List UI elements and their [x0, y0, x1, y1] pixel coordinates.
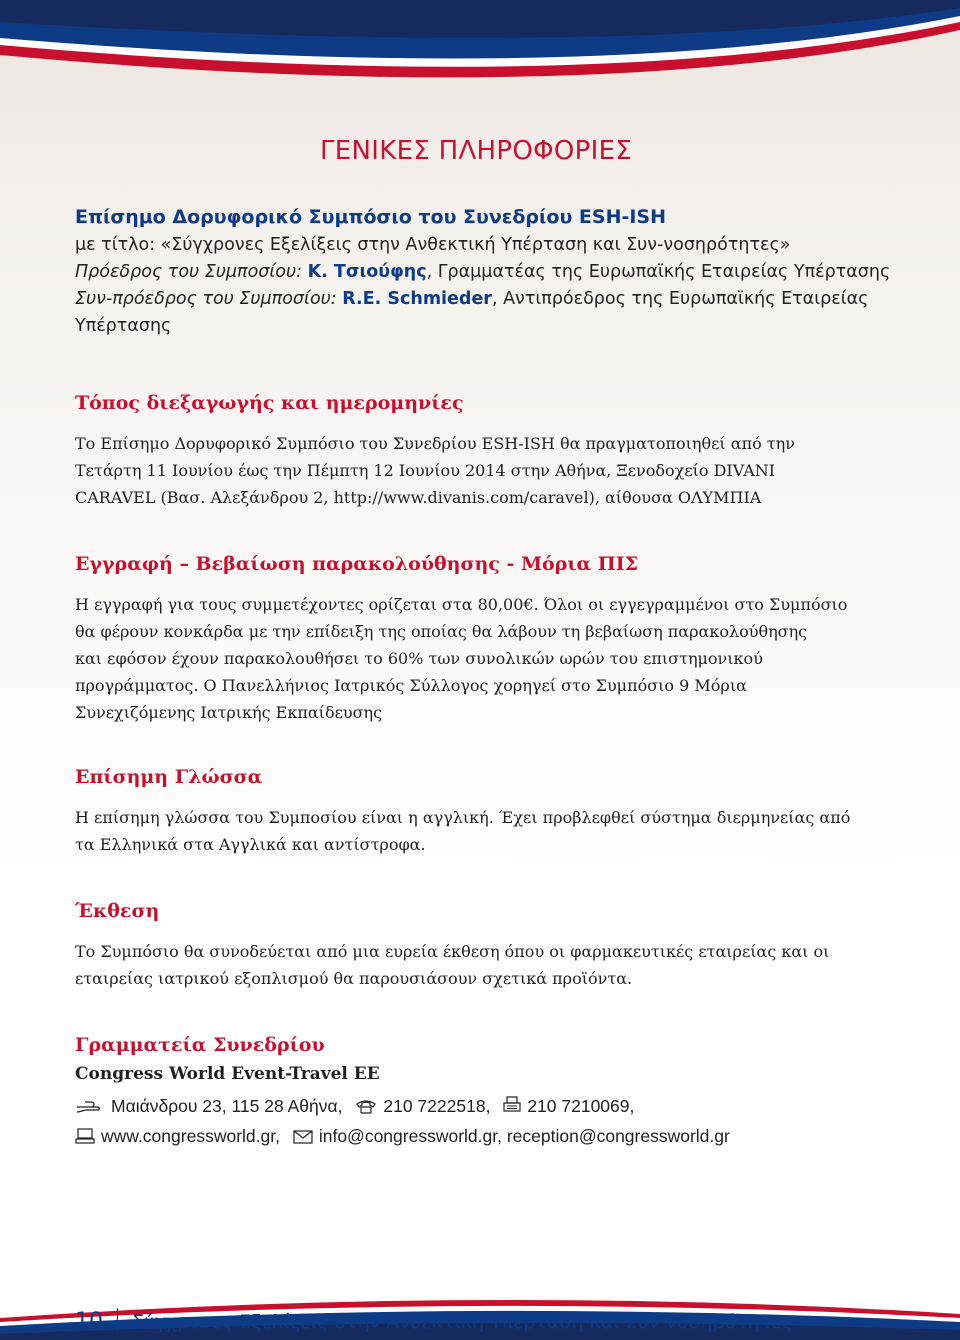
intro-block: [75, 202, 891, 340]
venue-section: [75, 392, 885, 511]
telephone-icon: [355, 1094, 377, 1122]
website-link[interactable]: www.congressworld.gr,: [101, 1126, 280, 1146]
footer-title: Σύγχρονες Εξελίξεις στην Ανθεκτική Υπέρταση και Συν-νοσηρότητες: [132, 1311, 793, 1333]
vice-president-line: [75, 286, 885, 313]
contact-line-1: [75, 1092, 885, 1122]
contact-line-2: [75, 1122, 885, 1152]
fax-text: 210 7210069,: [527, 1096, 635, 1116]
registration-line: Η εγγραφή για τους συμμετέχοντες ορίζεται στα 80,00€. Όλοι οι εγγεγραμμένοι στο Συμπόσιο: [75, 595, 848, 614]
venue-heading: Τόπος διεξαγωγής και ημερομηνίες: [75, 392, 464, 414]
secretariat-section: [75, 1034, 885, 1152]
president-role: , Γραμματέας της Ευρωπαϊκής Εταιρείας Υπέρτασης: [426, 262, 891, 282]
page-title: ΓΕΝΙΚΕΣ ΠΛΗΡΟΦΟΡΙΕΣ: [320, 136, 633, 166]
registration-line: προγράμματος. Ο Πανελλήνιος Ιατρικός Σύλλογος χορηγεί στο Συμπόσιο 9 Μόρια: [75, 676, 747, 695]
company-name: Congress World Event-Travel EE: [75, 1064, 380, 1084]
president-name: Κ. Τσιούφης: [307, 262, 427, 282]
fax-icon: [503, 1094, 521, 1122]
secretariat-heading: Γραμματεία Συνεδρίου: [75, 1034, 325, 1056]
computer-icon: [75, 1124, 95, 1152]
symposium-subtitle: με τίτλο: «Σύγχρονες Εξελίξεις στην Ανθεκτική Υπέρταση και Συν-νοσηρότητες»: [75, 235, 791, 255]
language-section: [75, 766, 885, 858]
envelope-icon: [293, 1124, 313, 1152]
vice-president-role-cont: Υπέρτασης: [75, 316, 172, 336]
venue-line: CARAVEL (Βασ. Αλεξάνδρου 2, http://www.divanis.com/caravel), αίθουσα ΟΛΥΜΠΙΑ: [75, 488, 762, 507]
page-number: 10: [75, 1309, 103, 1334]
email-links[interactable]: info@congressworld.gr, reception@congressworld.gr: [318, 1126, 730, 1146]
registration-line: Συνεχιζόμενης Ιατρικής Εκπαίδευσης: [75, 703, 383, 722]
vice-president-name: R.E. Schmieder: [342, 289, 492, 309]
hand-pointer-icon: [75, 1094, 105, 1122]
vice-president-role: , Αντιπρόεδρος της Ευρωπαϊκής Εταιρείας: [491, 289, 869, 309]
symposium-heading: Επίσημο Δορυφορικό Συμπόσιο του Συνεδρίου ESH-ISH: [75, 206, 667, 228]
registration-line: θα φέρουν κονκάρδα με την επίδειξη της οποίας θα λάβουν τη βεβαίωση παρακολούθησης: [75, 622, 808, 641]
venue-line: Το Επίσημο Δορυφορικό Συμπόσιο του Συνεδρίου ESH-ISH θα πραγματοποιηθεί από την: [75, 434, 795, 453]
phone-text: 210 7222518,: [383, 1096, 491, 1116]
footer-divider: [117, 1308, 118, 1332]
president-label: Πρόεδρος του Συμποσίου:: [75, 262, 308, 282]
registration-heading: Εγγραφή – Βεβαίωση παρακολούθησης - Μόρια ΠΙΣ: [75, 553, 639, 575]
exhibition-line: Το Συμπόσιο θα συνοδεύεται από μια ευρεία έκθεση όπου οι φαρμακευτικές εταιρείας και οι: [75, 942, 830, 961]
registration-section: [75, 553, 885, 726]
exhibition-line: εταιρείας ιατρικού εξοπλισμού θα παρουσιάσουν σχετικά προϊόντα.: [75, 969, 633, 988]
exhibition-section: [75, 900, 885, 992]
president-line: [75, 259, 891, 286]
top-banner-graphic: [0, 0, 960, 110]
address-text: Μαιάνδρου 23, 115 28 Αθήνα,: [111, 1096, 343, 1116]
venue-line: Τετάρτη 11 Ιουνίου έως την Πέμπτη 12 Ιουνίου 2014 στην Αθήνα, Ξενοδοχείο DIVANI: [75, 461, 776, 480]
language-heading: Επίσημη Γλώσσα: [75, 766, 263, 788]
vice-president-label: Συν-πρόεδρος του Συμποσίου:: [75, 289, 343, 309]
registration-line: και εφόσον έχουν παρακολουθήσει το 60% των συνολικών ωρών του επιστημονικού: [75, 649, 763, 668]
exhibition-heading: Έκθεση: [75, 900, 160, 922]
language-line: τα Ελληνικά στα Αγγλικά και αντίστροφα.: [75, 835, 426, 854]
language-line: Η επίσημη γλώσσα του Συμποσίου είναι η αγγλική. Έχει προβλεφθεί σύστημα διερμηνείας από: [75, 808, 851, 827]
page-footer: [75, 1308, 793, 1334]
